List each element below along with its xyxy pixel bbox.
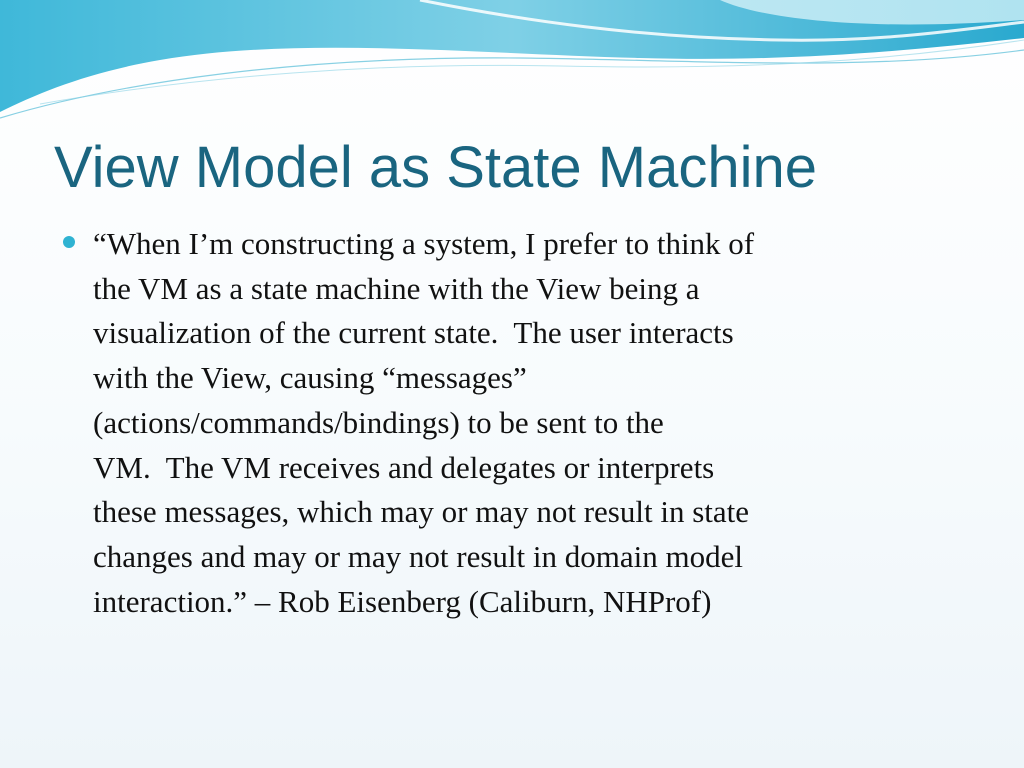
bullet-item [60,222,940,624]
slide-body [60,222,940,624]
header-wave-decoration [0,0,1024,140]
bullet-dot-icon [63,236,75,248]
bullet-quote-text: “When I’m constructing a system, I prefer to think of the VM as a state machine with the View being a visualization of the current state. The user interacts with the View, causing “messages” (actions/commands/bindings) to be sent to the VM. The VM receives and delegates or interprets these messages, which may or may not result in state changes and may or may not result in domain model interaction.” – Rob Eisenberg (Caliburn, NHProf) [93,226,755,619]
slide-title: View Model as State Machine [54,135,818,200]
